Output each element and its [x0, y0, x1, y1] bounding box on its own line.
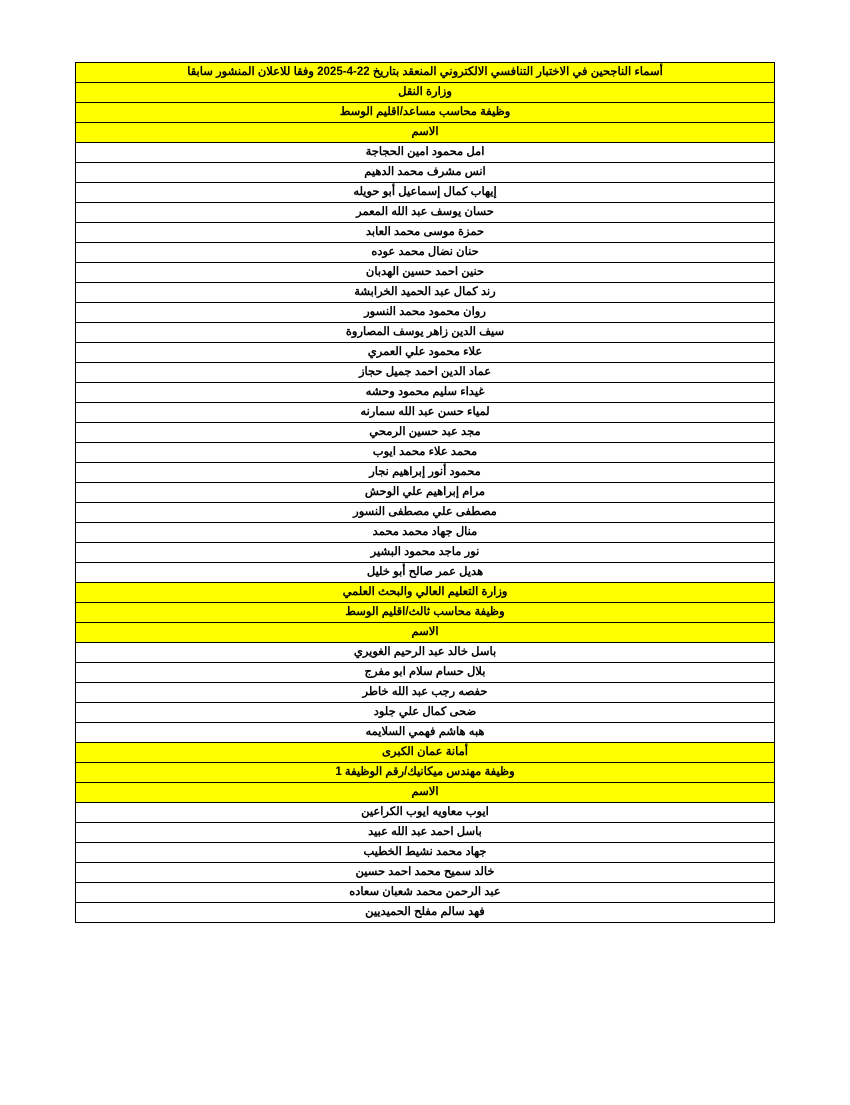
- table-row: [76, 123, 775, 143]
- column-header-name: الاسم: [76, 623, 775, 643]
- table-row: [76, 243, 775, 263]
- table-row: [76, 663, 775, 683]
- table-row: [76, 523, 775, 543]
- section-entity: وزارة النقل: [76, 83, 775, 103]
- table-row: [76, 903, 775, 923]
- table-row: [76, 683, 775, 703]
- table-row: [76, 283, 775, 303]
- table-row: [76, 843, 775, 863]
- table-row: [76, 383, 775, 403]
- table-row: [76, 403, 775, 423]
- table-row: [76, 263, 775, 283]
- candidate-name: إيهاب كمال إسماعيل أبو حويله: [76, 183, 775, 203]
- candidate-name: عبد الرحمن محمد شعبان سعاده: [76, 883, 775, 903]
- candidate-name: هديل عمر صالح أبو خليل: [76, 563, 775, 583]
- column-header-name: الاسم: [76, 123, 775, 143]
- candidate-name: باسل خالد عبد الرحيم الغويري: [76, 643, 775, 663]
- table-row: [76, 803, 775, 823]
- candidate-name: ضحى كمال علي جلود: [76, 703, 775, 723]
- results-sections: [76, 83, 775, 923]
- candidate-name: منال جهاد محمد محمد: [76, 523, 775, 543]
- candidate-name: مرام إبراهيم علي الوحش: [76, 483, 775, 503]
- table-row: [76, 183, 775, 203]
- table-row: [76, 643, 775, 663]
- candidate-name: بلال حسام سلام ابو مفرج: [76, 663, 775, 683]
- table-row: [76, 483, 775, 503]
- table-row: [76, 743, 775, 763]
- table-row: [76, 543, 775, 563]
- table-row: [76, 203, 775, 223]
- candidate-name: نور ماجد محمود البشير: [76, 543, 775, 563]
- candidate-name: حسان يوسف عبد الله المعمر: [76, 203, 775, 223]
- section-entity: أمانة عمان الكبرى: [76, 743, 775, 763]
- table-row: [76, 623, 775, 643]
- candidate-name: غيداء سليم محمود وحشه: [76, 383, 775, 403]
- table-row: [76, 163, 775, 183]
- table-row: [76, 783, 775, 803]
- document-title: أسماء الناجحين في الاختبار التنافسي الالكتروني المنعقد بتاريخ 22-4-2025 وفقا للاعلان المنشور سابقا: [76, 63, 775, 83]
- table-row: [76, 443, 775, 463]
- candidate-name: خالد سميح محمد احمد حسين: [76, 863, 775, 883]
- candidate-name: هبه هاشم فهمي السلايمه: [76, 723, 775, 743]
- table-row: [76, 363, 775, 383]
- candidate-name: فهد سالم مفلح الحميديين: [76, 903, 775, 923]
- table-row: [76, 103, 775, 123]
- candidate-name: حمزة موسى محمد العابد: [76, 223, 775, 243]
- candidate-name: امل محمود امين الحجاجة: [76, 143, 775, 163]
- candidate-name: انس مشرف محمد الدهيم: [76, 163, 775, 183]
- section-position: وظيفة محاسب ثالث/اقليم الوسط: [76, 603, 775, 623]
- candidate-name: روان محمود محمد النسور: [76, 303, 775, 323]
- results-table: [75, 62, 775, 923]
- column-header-name: الاسم: [76, 783, 775, 803]
- candidate-name: مصطفى علي مصطفى النسور: [76, 503, 775, 523]
- table-row: [76, 723, 775, 743]
- table-row: [76, 143, 775, 163]
- candidate-name: حنان نضال محمد عوده: [76, 243, 775, 263]
- table-row: [76, 563, 775, 583]
- table-row: [76, 883, 775, 903]
- candidate-name: جهاد محمد نشيط الخطيب: [76, 843, 775, 863]
- section-position: وظيفة محاسب مساعد/اقليم الوسط: [76, 103, 775, 123]
- candidate-name: رند كمال عبد الحميد الخرابشة: [76, 283, 775, 303]
- candidate-name: حنين احمد حسين الهدبان: [76, 263, 775, 283]
- table-row: [76, 83, 775, 103]
- table-row: [76, 423, 775, 443]
- table-row-title: [76, 63, 775, 83]
- table-row: [76, 603, 775, 623]
- table-row: [76, 223, 775, 243]
- candidate-name: لمياء حسن عبد الله سمارنه: [76, 403, 775, 423]
- table-row: [76, 823, 775, 843]
- section-position: وظيفة مهندس ميكانيك/رقم الوظيفة 1: [76, 763, 775, 783]
- candidate-name: حفصه رجب عبد الله خاطر: [76, 683, 775, 703]
- table-row: [76, 323, 775, 343]
- table-row: [76, 503, 775, 523]
- table-row: [76, 343, 775, 363]
- candidate-name: ايوب معاويه ايوب الكراعين: [76, 803, 775, 823]
- table-row: [76, 763, 775, 783]
- candidate-name: محمد علاء محمد ايوب: [76, 443, 775, 463]
- table-row: [76, 463, 775, 483]
- candidate-name: عماد الدين احمد جميل حجاز: [76, 363, 775, 383]
- candidate-name: مجد عبد حسين الرمحي: [76, 423, 775, 443]
- section-entity: وزارة التعليم العالي والبحث العلمي: [76, 583, 775, 603]
- results-table-body: [76, 63, 775, 83]
- candidate-name: باسل احمد عبد الله عبيد: [76, 823, 775, 843]
- table-row: [76, 703, 775, 723]
- candidate-name: سيف الدين زاهر يوسف المصاروة: [76, 323, 775, 343]
- candidate-name: محمود أنور إبراهيم نجار: [76, 463, 775, 483]
- table-row: [76, 863, 775, 883]
- table-row: [76, 583, 775, 603]
- table-row: [76, 303, 775, 323]
- candidate-name: علاء محمود علي العمري: [76, 343, 775, 363]
